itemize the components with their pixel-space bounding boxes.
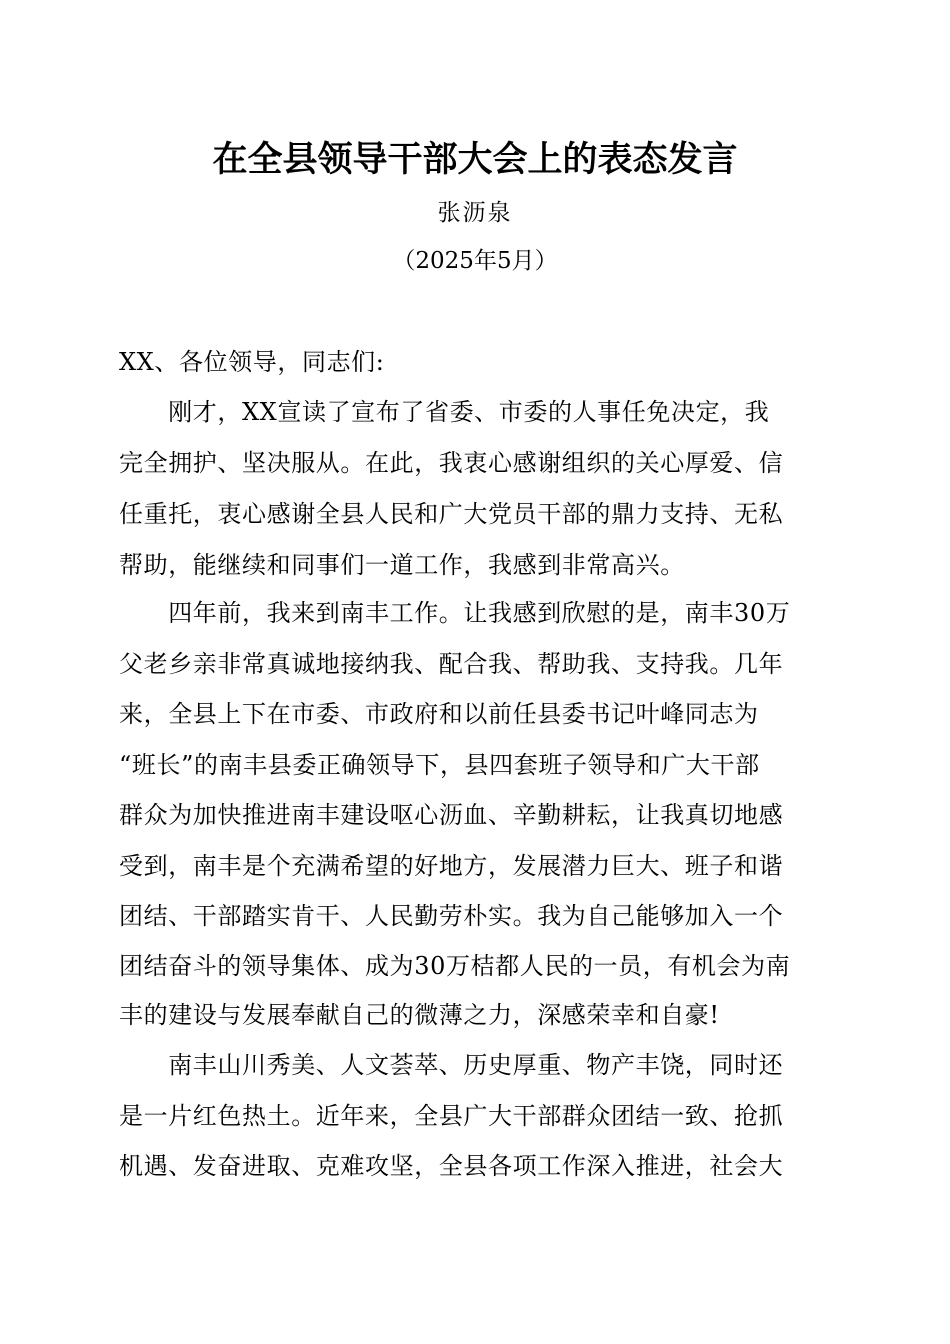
body-line: “班长”的南丰县委正确领导下，县四套班子领导和广大干部 — [119, 751, 760, 779]
document-title: 在全县领导干部大会上的表态发言 — [212, 139, 738, 180]
body-line: 丰的建设与发展奉献自己的微薄之力，深感荣幸和自豪! — [119, 1001, 720, 1029]
body-line: 团结、干部踏实肯干、人民勤劳朴实。我为自己能够加入一个 — [119, 902, 784, 930]
document-date: （2025年5月） — [392, 248, 558, 274]
body-line: 刚才，XX宣读了宣布了省委、市委的人事任免决定，我 — [119, 398, 770, 426]
body-line: 南丰山川秀美、人文荟萃、历史厚重、物产丰饶，同时还 — [119, 1051, 784, 1079]
body-line: 团结奋斗的领导集体、成为30万桔都人民的一员，有机会为南 — [119, 952, 791, 980]
body-line: 受到，南丰是个充满希望的好地方，发展潜力巨大、班子和谐 — [119, 852, 784, 880]
body-line: 父老乡亲非常真诚地接纳我、配合我、帮助我、支持我。几年 — [119, 650, 784, 678]
body-line: 完全拥护、坚决服从。在此，我衷心感谢组织的关心厚爱、信 — [119, 449, 784, 477]
body-line: 是一片红色热土。近年来，全县广大干部群众团结一致、抢抓 — [119, 1102, 784, 1130]
body-line: 机遇、发奋进取、克难攻坚，全县各项工作深入推进，社会大 — [119, 1152, 784, 1180]
body-line: 任重托，衷心感谢全县人民和广大党员干部的鼎力支持、无私 — [119, 500, 784, 528]
body-line: 帮助，能继续和同事们一道工作，我感到非常高兴。 — [119, 551, 685, 579]
body-line: XX、各位领导，同志们: — [119, 348, 385, 376]
body-line: 来，全县上下在市委、市政府和以前任县委书记叶峰同志为 — [119, 700, 759, 728]
body-line: 群众为加快推进南丰建设呕心沥血、辛勤耕耘，让我真切地感 — [119, 801, 784, 829]
author-name: 张沥泉 — [437, 200, 513, 226]
body-line: 四年前，我来到南丰工作。让我感到欣慰的是，南丰30万 — [119, 599, 791, 627]
